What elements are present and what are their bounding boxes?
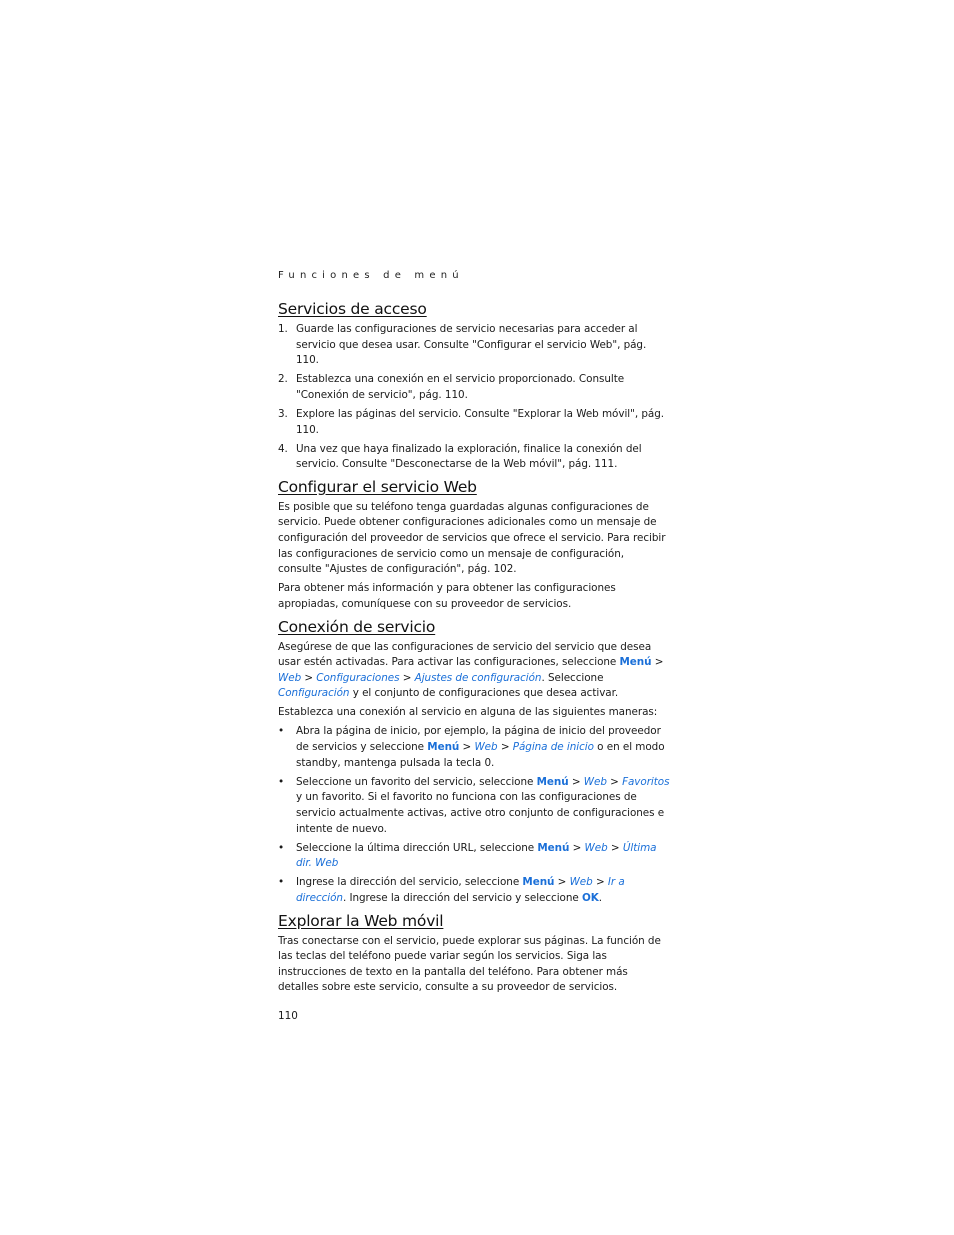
web-link: Web: [569, 876, 593, 889]
heading-conexion-de-servicio: Conexión de servicio: [278, 617, 436, 636]
ajustes-link: Ajustes de configuración: [414, 671, 542, 684]
ultima-dir-web-link: Última dir. Web: [296, 841, 657, 870]
section-explorar-web-movil: [278, 911, 670, 996]
list-item: 2. Establezca una conexión en el servicio proporcionado. Consulte "Conexión de servicio", pág. 110.: [278, 373, 625, 401]
list-item: 1. Guarde las configuraciones de servicio necesarias para acceder al servicio que desea usar. Consulte "Configurar el servicio Web", pág. 110.: [278, 323, 647, 367]
favoritos-link: Favoritos: [622, 775, 670, 788]
configuracion-link: Configuración: [278, 687, 350, 700]
menu-link: Menú: [537, 841, 570, 854]
list-item: 4. Una vez que haya finalizado la exploración, finalice la conexión del servicio. Consulte "Desconectarse de la Web móvil", pág. 111.: [278, 442, 642, 471]
list-item: • Abra la página de inicio, por ejemplo, la página de inicio del proveedor de servicios y seleccione Menú > Web > Página de inicio o en el modo standby, mantenga pulsada la tecla 0.: [278, 725, 665, 769]
heading-configurar-servicio-web: Configurar el servicio Web: [278, 477, 477, 496]
section-conexion-de-servicio: [278, 617, 670, 907]
section-servicios-de-acceso: [278, 299, 670, 473]
paragraph: Tras conectarse con el servicio, puede explorar sus páginas. La función de las teclas del teléfono puede variar según los servicios. Siga las instrucciones de texto en la pantalla del teléfono. Para obtener más detalles sobre este servicio, consulte a su proveedor de servicios.: [278, 934, 661, 994]
paragraph: Para obtener más información y para obtener las configuraciones apropiadas, comuníquese con su proveedor de servicios.: [278, 582, 616, 610]
steps-list: [278, 322, 670, 473]
paragraph: Asegúrese de que las configuraciones de servicio del servicio que desea usar estén activadas. Para activar las configuraciones, seleccione Menú > Web > Configuraciones > Ajustes de configuración. Seleccione Configuración y el conjunto de configuraciones que desea activar.: [278, 640, 664, 700]
paragraph: Establezca una conexión al servicio en alguna de las siguientes maneras:: [278, 706, 658, 719]
bullet-list: [278, 724, 670, 906]
list-item: • Seleccione un favorito del servicio, seleccione Menú > Web > Favoritos y un favorito. Si el favorito no funciona con las configuraciones de servicio actualmente activas, active otro conjunto de configuraciones e intente de nuevo.: [278, 775, 670, 835]
section-configurar-servicio-web: [278, 477, 670, 613]
list-item: 3. Explore las páginas del servicio. Consulte "Explorar la Web móvil", pág. 110.: [278, 407, 665, 436]
web-link: Web: [474, 741, 498, 754]
running-head: Funciones de menú: [278, 270, 464, 281]
menu-link: Menú: [536, 775, 569, 788]
configuraciones-link: Configuraciones: [316, 671, 400, 684]
ok-link: OK: [581, 891, 599, 904]
document-page: [278, 270, 670, 1022]
list-item: • Seleccione la última dirección URL, seleccione Menú > Web > Última dir. Web: [278, 841, 657, 870]
page-number: 110: [278, 1009, 298, 1022]
web-link: Web: [584, 841, 608, 854]
menu-link: Menú: [619, 656, 652, 669]
paragraph: Es posible que su teléfono tenga guardadas algunas configuraciones de servicio. Puede obtener configuraciones adicionales como un mensaje de configuración del proveedor de servicios que ofrece el servicio. Para recibir las configuraciones de servicio como un mensaje de configuración, consulte "Ajustes de configuración", pág. 102.: [278, 500, 666, 576]
list-item: • Ingrese la dirección del servicio, seleccione Menú > Web > Ir a dirección. Ingrese la dirección del servicio y seleccione OK.: [278, 876, 625, 904]
web-link: Web: [278, 671, 302, 684]
pagina-de-inicio-link: Página de inicio: [512, 741, 594, 754]
heading-explorar-web-movil: Explorar la Web móvil: [278, 911, 444, 930]
web-link: Web: [583, 775, 607, 788]
ir-a-direccion-link: Ir a dirección: [296, 876, 625, 904]
menu-link: Menú: [522, 876, 555, 889]
menu-link: Menú: [427, 741, 460, 754]
heading-servicios-de-acceso: Servicios de acceso: [278, 300, 427, 318]
